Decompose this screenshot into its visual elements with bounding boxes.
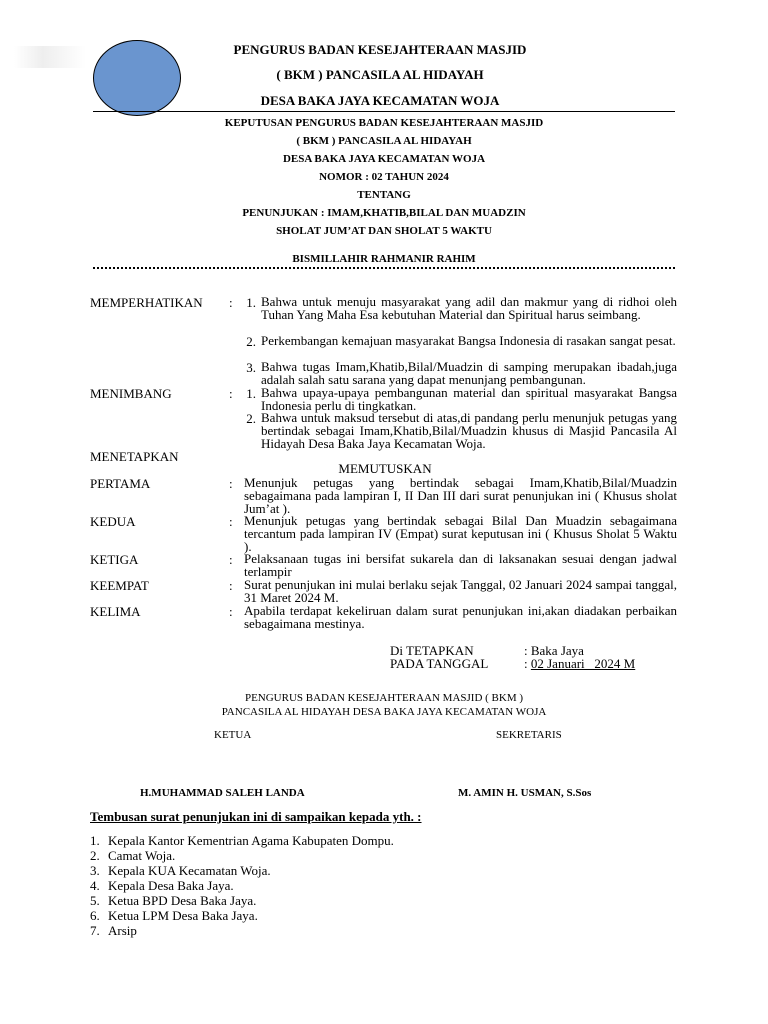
menimbang-num-1: 1. xyxy=(246,386,256,401)
decision-colon-ketiga: : xyxy=(229,552,233,567)
decision-colon-kelima: : xyxy=(229,604,233,619)
letterhead-divider xyxy=(93,111,675,112)
title-subject-1: PENUNJUKAN : IMAM,KHATIB,BILAL DAN MUADZIN xyxy=(242,207,526,219)
date-prefix: : xyxy=(524,656,531,671)
menimbang-label: MENIMBANG xyxy=(90,386,172,401)
ketua-label: KETUA xyxy=(214,729,252,741)
date-label: PADA TANGGAL xyxy=(390,656,489,671)
memperhatikan-item-3: Bahwa tugas Imam,Khatib,Bilal/Muadzin di samping merupakan ibadah,juga adalah salah satu sarana yang dapat menunjang pembangunan. xyxy=(261,359,677,387)
date-value-line xyxy=(524,656,635,672)
list-item: 5. Ketua BPD Desa Baka Jaya. xyxy=(90,893,257,908)
date-value: 02 Januari 2024 M xyxy=(530,656,636,671)
decree-number: NOMOR : 02 TAHUN 2024 xyxy=(319,171,449,183)
decision-text-pertama: Menunjuk petugas yang bertindak sebagai Imam,Khatib,Bilal/Muadzin sebagaimana pada lampiran I, II Dan III dari surat penunjukan ini ( Khusus sholat Jum’at ). xyxy=(244,475,677,516)
memperhatikan-item-2: Perkembangan kemajuan masyarakat Bangsa Indonesia di rasakan sangat pesat. xyxy=(261,333,676,348)
menimbang-item-1: Bahwa upaya-upaya pembangunan material dan spiritual masyarakat Bangsa Indonesia perlu di tingkatkan. xyxy=(261,385,677,413)
decision-label-pertama: PERTAMA xyxy=(90,476,151,491)
menimbang-item-2: Bahwa untuk maksud tersebut di atas,di pandang perlu menunjuk petugas yang bertindak sebagai Imam,Khatib,Bilal/Muadzin khusus di Masjid Pancasila Al Hidayah Desa Baka Jaya Kecamatan Woja. xyxy=(261,410,677,451)
sekretaris-name: M. AMIN H. USMAN, S.Sos xyxy=(458,787,592,799)
title-line-1: KEPUTUSAN PENGURUS BADAN KESEJAHTERAAN MASJID xyxy=(224,117,544,129)
decision-label-ketiga: KETIGA xyxy=(90,552,139,567)
tembusan-list xyxy=(90,833,394,938)
signature-org-line-2: PANCASILA AL HIDAYAH DESA BAKA JAYA KECAMATAN WOJA xyxy=(221,706,547,718)
memperhatikan-label: MEMPERHATIKAN xyxy=(90,295,203,310)
title-tentang: TENTANG xyxy=(357,189,411,201)
list-item: 6. Ketua LPM Desa Baka Jaya. xyxy=(90,908,258,923)
tembusan-heading: Tembusan surat penunjukan ini di sampaikan kepada yth. : xyxy=(90,809,422,824)
decision-colon-keempat: : xyxy=(229,578,233,593)
title-subject-2: SHOLAT JUM’AT DAN SHOLAT 5 WAKTU xyxy=(276,225,492,237)
organization-logo xyxy=(93,40,181,116)
list-item: 7. Arsip xyxy=(90,923,137,938)
list-item: 4. Kepala Desa Baka Jaya. xyxy=(90,878,234,893)
list-item: 1. Kepala Kantor Kementrian Agama Kabupaten Dompu. xyxy=(90,833,394,848)
memperhatikan-colon: : xyxy=(229,295,233,310)
decision-text-kedua: Menunjuk petugas yang bertindak sebagai Bilal Dan Muadzin sebagaimana tercantum pada lampiran IV (Empat) surat keputusan ini ( Khusus Sholat 5 Waktu ). xyxy=(244,513,677,554)
memutuskan-heading: MEMUTUSKAN xyxy=(338,461,432,476)
letterhead-line-1: PENGURUS BADAN KESEJAHTERAAN MASJID xyxy=(233,42,527,57)
decision-colon-kedua: : xyxy=(229,514,233,529)
letterhead-line-3: DESA BAKA JAYA KECAMATAN WOJA xyxy=(260,93,500,108)
decision-text-ketiga: Pelaksanaan tugas ini bersifat sukarela dan di laksanakan sesuai dengan jadwal terlampir xyxy=(244,551,677,579)
memperhatikan-item-1: Bahwa untuk menuju masyarakat yang adil dan makmur yang di ridhoi oleh Tuhan Yang Maha Esa kebutuhan Material dan Spiritual harus seimbang. xyxy=(261,294,677,322)
list-item: 3. Kepala KUA Kecamatan Woja. xyxy=(90,863,271,878)
signature-org-line-1: PENGURUS BADAN KESEJAHTERAAN MASJID ( BKM ) xyxy=(244,692,524,704)
list-item: 2. Camat Woja. xyxy=(90,848,176,863)
place-label: Di TETAPKAN xyxy=(390,643,474,658)
decision-text-kelima: Apabila terdapat kekeliruan dalam surat penunjukan ini,akan diadakan perbaikan sebagaimana mestinya. xyxy=(244,603,677,631)
menimbang-num-2: 2. xyxy=(246,411,256,426)
place-value: : Baka Jaya xyxy=(524,643,584,658)
bismillah: BISMILLAHIR RAHMANIR RAHIM xyxy=(292,253,476,265)
letterhead-line-2: ( BKM ) PANCASILA AL HIDAYAH xyxy=(276,67,484,82)
menimbang-colon: : xyxy=(229,386,233,401)
dotted-divider xyxy=(93,267,675,275)
menetapkan-label: MENETAPKAN xyxy=(90,449,179,464)
decision-label-keempat: KEEMPAT xyxy=(90,578,149,593)
decision-label-kedua: KEDUA xyxy=(90,514,136,529)
memperhatikan-num-1: 1. xyxy=(246,295,256,310)
sekretaris-label: SEKRETARIS xyxy=(496,729,562,741)
decision-colon-pertama: : xyxy=(229,476,233,491)
ketua-name: H.MUHAMMAD SALEH LANDA xyxy=(140,787,305,799)
memperhatikan-num-2: 2. xyxy=(246,334,256,349)
scan-smudge xyxy=(14,46,86,68)
title-line-2: ( BKM ) PANCASILA AL HIDAYAH xyxy=(296,135,472,147)
title-line-3: DESA BAKA JAYA KECAMATAN WOJA xyxy=(282,153,486,165)
decision-label-kelima: KELIMA xyxy=(90,604,141,619)
decision-text-keempat: Surat penunjukan ini mulai berlaku sejak Tanggal, 02 Januari 2024 sampai tanggal, 31 Maret 2024 M. xyxy=(244,577,677,605)
memperhatikan-num-3: 3. xyxy=(246,360,256,375)
